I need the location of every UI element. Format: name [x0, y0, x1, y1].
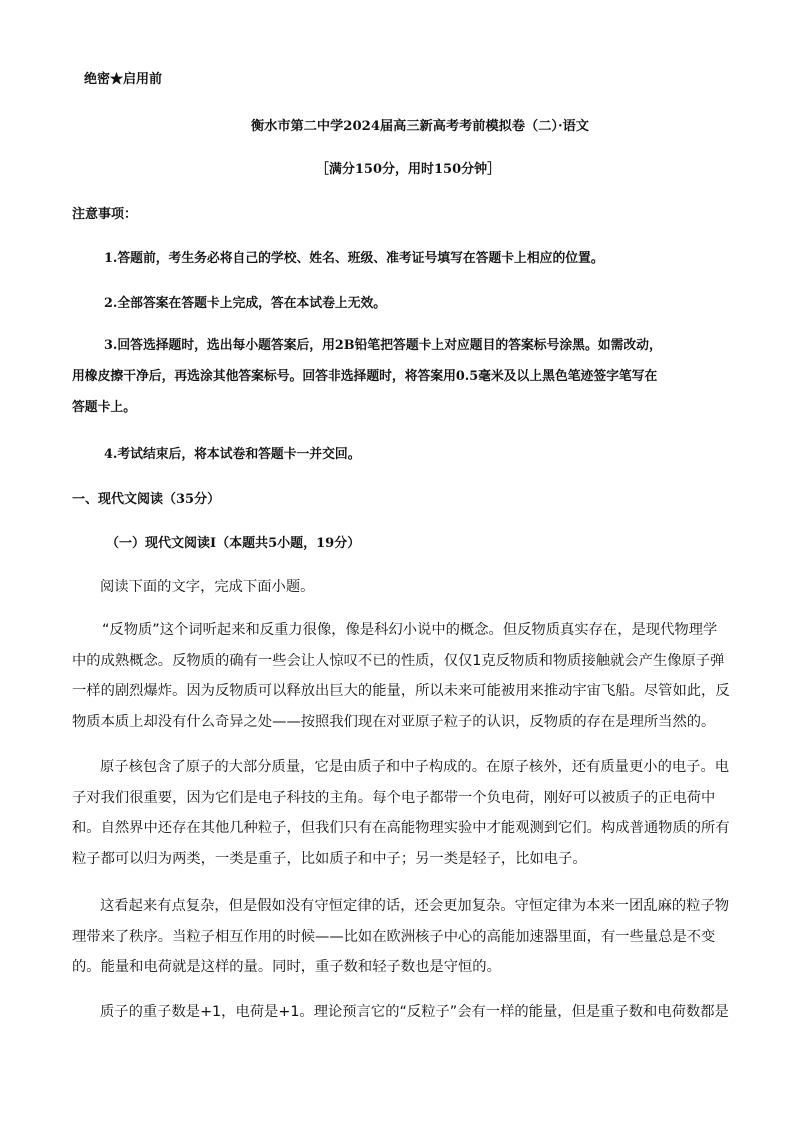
- notice-item-1: 1.答题前，考生务必将自己的学校、姓名、班级、准考证号填写在答题卡上相应的位置。: [104, 251, 604, 266]
- notice-heading: 注意事项：: [72, 207, 138, 222]
- notice-item-3-line: 答题卡上。: [72, 400, 136, 415]
- article-paragraph-4: [72, 997, 729, 1028]
- exam-title: 衡水市第二中学2024届高三新高考考前模拟卷（二）·语文: [250, 119, 589, 134]
- notice-item-3: [72, 330, 722, 423]
- paragraph-line: 的。能量和电荷就是这样的量。同时，重子数和轻子数也是守恒的。: [72, 959, 501, 975]
- paragraph-line: “反物质”这个词听起来和反重力很像，像是科幻小说中的概念。但反物质真实存在，是现代物理学: [102, 622, 718, 638]
- notice-item-3-line: 3.回答选择题时，选出每小题答案后，用2B铅笔把答题卡上对应题目的答案标号涂黑。如需改动，: [104, 338, 662, 353]
- paragraph-line: 物质本质上却没有什么奇异之处——按照我们现在对亚原子粒子的认识，反物质的存在是理所当然的。: [72, 713, 716, 730]
- paragraph-line: 粒子都可以归为两类，一类是重子，比如质子和中子；另一类是轻子，比如电子。: [72, 850, 587, 867]
- paragraph-line: 理带来了秩序。当粒子相互作用的时候——比如在欧洲核子中心的高能加速器里面，有一些量总是不变: [72, 928, 716, 945]
- article-paragraph-3: [72, 891, 730, 983]
- subsection-heading: （一）现代文阅读Ⅰ（本题共5小题，19分）: [106, 536, 361, 551]
- paragraph-line: 子对我们很重要，因为它们是电子科技的主角。每个电子都带一个负电荷，刚好可以被质子的正电荷中: [72, 789, 716, 806]
- notice-item-4: 4.考试结束后，将本试卷和答题卡一并交回。: [104, 447, 361, 462]
- section-heading: 一、现代文阅读（35分）: [72, 492, 221, 507]
- paragraph-line: 和。自然界中还存在其他几种粒子，但我们只有在高能物理实验中才能观测到它们。构成普通物质的所有: [72, 820, 730, 836]
- paragraph-line: 一样的剧烈爆炸。因为反物质可以释放出巨大的能量，所以未来可能被用来推动宇宙飞船。尽管如此，反: [72, 683, 730, 699]
- paragraph-line: 原子核包含了原子的大部分质量，它是由质子和中子构成的。在原子核外，还有质量更小的电子。电: [100, 759, 730, 775]
- paragraph-line: 质子的重子数是+1，电荷是+1。理论预言它的“反粒子”会有一样的能量，但是重子数和电荷数都是: [100, 1004, 729, 1020]
- article-paragraph-2: [72, 752, 730, 874]
- paragraph-line: 这看起来有点复杂，但是假如没有守恒定律的话，还会更加复杂。守恒定律为本来一团乱麻的粒子物: [100, 898, 730, 914]
- exam-subtitle: ［满分150分，用时150分钟］: [315, 162, 501, 177]
- article-paragraph-1: [72, 615, 730, 737]
- notice-item-2: 2.全部答案在答题卡上完成，答在本试卷上无效。: [104, 296, 387, 311]
- secret-mark: 绝密★启用前: [84, 72, 163, 87]
- notice-item-3-line: 用橡皮擦干净后，再选涂其他答案标号。回答非选择题时，将答案用0.5毫米及以上黑色笔迹签字笔写在: [72, 369, 658, 384]
- reading-instruction: 阅读下面的文字，完成下面小题。: [100, 579, 315, 595]
- paragraph-line: 中的成熟概念。反物质的确有一些会让人惊叹不已的性质，仅仅1克反物质和物质接触就会产生像原子弹: [72, 652, 725, 669]
